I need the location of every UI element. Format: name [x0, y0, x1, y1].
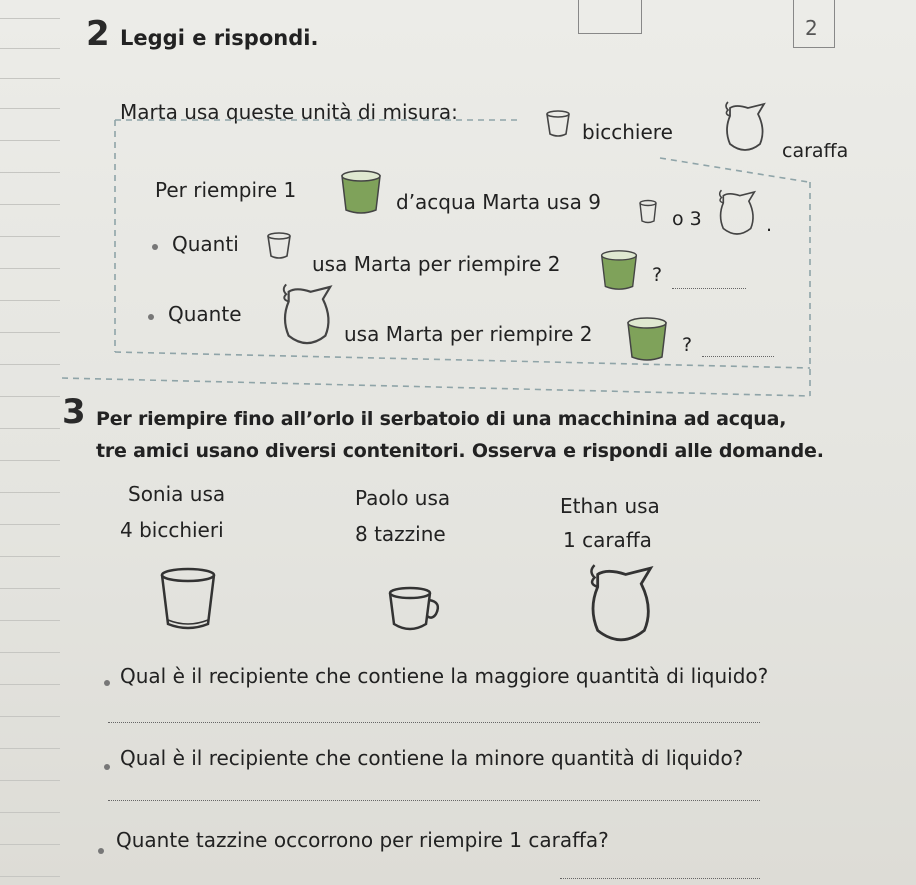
- exercise-3-title-line2: tre amici usano diversi contenitori. Osserva e rispondi alle domande.: [96, 440, 824, 462]
- exercise-3-number: 3: [62, 392, 86, 432]
- answer-line-ex3-q3[interactable]: [560, 878, 760, 879]
- answer-line-q2[interactable]: [702, 356, 774, 357]
- bullet: [148, 314, 154, 320]
- ex2-q1-qmark: ?: [652, 264, 663, 286]
- ex2-q2-qmark: ?: [682, 334, 693, 356]
- ex2-line1-or: o 3: [672, 208, 702, 230]
- tank-icon: [338, 168, 384, 216]
- friend-paolo-name: Paolo usa: [355, 486, 451, 510]
- glass-icon: [160, 568, 216, 630]
- bullet: [104, 764, 110, 770]
- glass-icon: [266, 232, 292, 260]
- corner-mark: 2: [805, 16, 818, 40]
- bullet: [98, 848, 104, 854]
- friend-ethan-amount: 1 caraffa: [563, 528, 652, 552]
- bullet: [152, 244, 158, 250]
- jug-icon: [716, 188, 758, 238]
- ex3-question-1: Qual è il recipiente che contiene la maggiore quantità di liquido?: [120, 664, 769, 688]
- ex2-line1-start: Per riempire 1: [155, 178, 297, 202]
- unit-jug-label: caraffa: [782, 140, 849, 162]
- answer-line-ex3-q2[interactable]: [108, 800, 760, 801]
- cup-icon: [386, 586, 444, 634]
- answer-line-ex3-q1[interactable]: [108, 722, 760, 723]
- ex2-q2-middle: usa Marta per riempire 2: [344, 322, 593, 346]
- ex2-line1-period: .: [766, 214, 773, 236]
- ex2-intro: Marta usa queste unità di misura:: [120, 100, 458, 124]
- answer-line-q1[interactable]: [672, 288, 746, 289]
- unit-glass-label: bicchiere: [582, 120, 673, 144]
- ex2-q2-start: Quante: [168, 302, 242, 326]
- friend-ethan-name: Ethan usa: [560, 494, 660, 518]
- friend-sonia-name: Sonia usa: [128, 482, 226, 506]
- ex3-question-2: Qual è il recipiente che contiene la minore quantità di liquido?: [120, 746, 744, 770]
- jug-icon: [584, 562, 658, 646]
- exercise-2-title: Leggi e rispondi.: [120, 26, 319, 50]
- exercise-2-number: 2: [86, 14, 110, 54]
- friend-paolo-amount: 8 tazzine: [355, 522, 446, 546]
- friend-sonia-amount: 4 bicchieri: [120, 518, 224, 542]
- bullet: [104, 680, 110, 686]
- jug-icon: [278, 282, 336, 348]
- exercise-3-title-line1: Per riempire fino all’orlo il serbatoio di una macchinina ad acqua,: [96, 408, 787, 430]
- tank-icon: [624, 314, 670, 364]
- tank-icon: [598, 248, 640, 292]
- ex3-question-3: Quante tazzine occorrono per riempire 1 caraffa?: [116, 828, 609, 852]
- glass-icon: [638, 200, 658, 224]
- ex2-q1-middle: usa Marta per riempire 2: [312, 252, 561, 276]
- ex2-q1-start: Quanti: [172, 232, 239, 256]
- ex2-line1-middle: d’acqua Marta usa 9: [396, 190, 601, 214]
